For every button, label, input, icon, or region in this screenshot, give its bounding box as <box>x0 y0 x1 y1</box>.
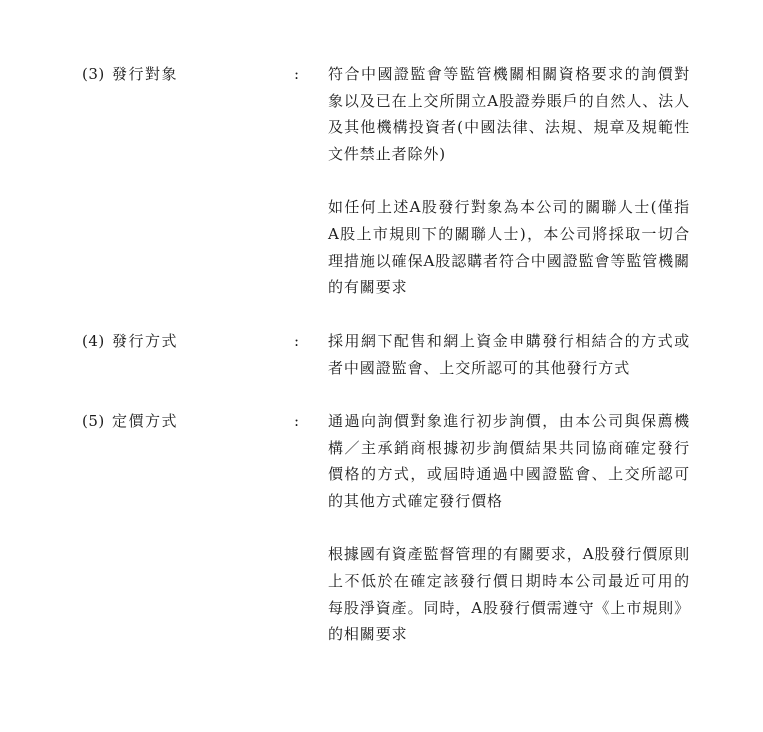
clause-content <box>328 408 690 648</box>
clause-paragraph: 根據國有資產監督管理的有關要求，A股發行價原則上不低於在確定該發行價日期時本公司最近可用的每股淨資產。同時，A股發行價需遵守《上市規則》的相關要求 <box>328 545 690 644</box>
clause-content <box>328 328 690 381</box>
clause-colon: : <box>294 332 300 350</box>
clause-paragraph: 通過向詢價對象進行初步詢價，由本公司與保薦機構／主承銷商根據初步詢價結果共同協商確定發行價格的方式，或屆時通過中國證監會、上交所認可的其他方式確定發行價格 <box>328 412 690 511</box>
clause-label: 發行對象 <box>112 65 179 83</box>
clause-number: (4) <box>82 332 105 350</box>
clause-colon: : <box>294 65 300 83</box>
clause-paragraph: 符合中國證監會等監管機關相關資格要求的詢價對象以及已在上交所開立A股證券賬戶的自然人、法人及其他機構投資者(中國法律、法規、規章及規範性文件禁止者除外) <box>328 65 690 164</box>
clause-label: 定價方式 <box>112 412 179 430</box>
clause-paragraph: 採用網下配售和網上資金申購發行相結合的方式或者中國證監會、上交所認可的其他發行方式 <box>328 332 690 377</box>
clause-colon: : <box>294 412 300 430</box>
clause-content <box>328 61 690 301</box>
clause-number: (5) <box>82 412 105 430</box>
clause-number: (3) <box>82 65 105 83</box>
clause-paragraph: 如任何上述A股發行對象為本公司的關聯人士(僅指A股上市規則下的關聯人士)，本公司將採取一切合理措施以確保A股認購者符合中國證監會等監管機關的有關要求 <box>328 198 690 297</box>
clause-label: 發行方式 <box>112 332 179 350</box>
